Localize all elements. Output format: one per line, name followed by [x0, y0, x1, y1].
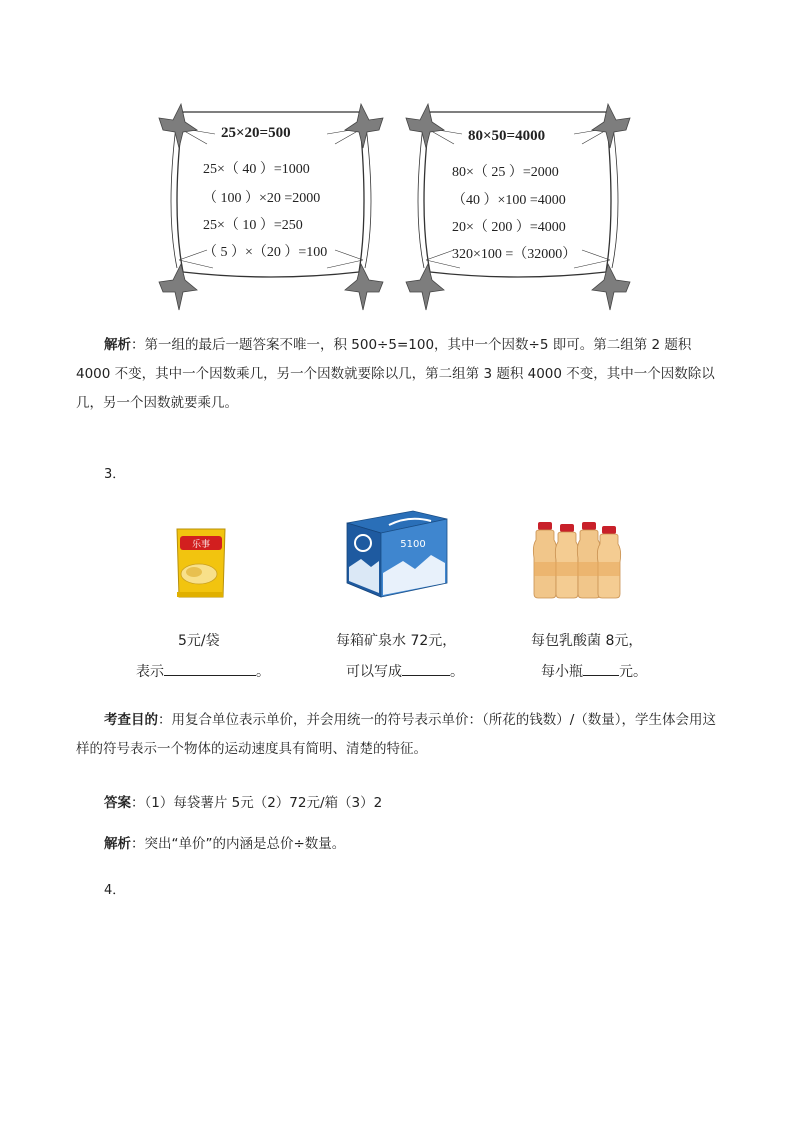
item-3-caption-2-suffix: 元。 [619, 664, 647, 680]
banner-1-title: 25×20=500 [221, 125, 291, 141]
question-3-number: 3． [104, 467, 126, 482]
question-4-number: 4． [104, 883, 126, 898]
banner-1 [155, 100, 387, 315]
svg-text:5100: 5100 [400, 539, 426, 550]
chips-bag-icon [174, 526, 228, 600]
banner-1-line-1: 25×（ 40 ）=1000 [203, 162, 310, 177]
purpose-label: 考查目的 [104, 712, 158, 728]
svg-text:乐事: 乐事 [191, 540, 211, 550]
analysis-text: ：突出“单价”的内涵是总价÷数量。 [131, 836, 346, 852]
banner-1-line-2: （ 100 ）×20 =2000 [203, 191, 321, 206]
item-3-caption-2-prefix: 每小瓶 [541, 664, 583, 680]
answer-paragraph [76, 789, 726, 818]
banner-2-title: 80×50=4000 [468, 128, 546, 144]
item-1-caption-2-prefix: 表示 [136, 664, 164, 680]
banner-2-line-1: 80×（ 25 ）=2000 [452, 165, 559, 180]
analysis-label: 解析 [104, 337, 131, 353]
item-2-answer-blank[interactable] [402, 661, 450, 676]
answer-label: 答案 [104, 795, 131, 811]
analysis-paragraph-2 [76, 830, 726, 859]
purpose-text: ：用复合单位表示单价，并会用统一的符号表示单价：（所花的钱数）/（数量），学生体会用这样的符号表示一个物体的运动速度具有简明、清楚的特征。 [76, 712, 717, 757]
water-box-icon [343, 503, 449, 599]
analysis-paragraph-1 [76, 331, 726, 418]
item-2-caption-2-suffix: 。 [450, 664, 464, 680]
item-1-caption-2-suffix: 。 [256, 664, 270, 680]
answer-text: ：（1）每袋薯片 5元（2）72元/箱（3）2 [131, 795, 383, 811]
item-3-answer-blank[interactable] [583, 661, 619, 676]
banner-1-line-4: （ 5 ）×（20 ）=100 [203, 245, 328, 260]
analysis-label: 解析 [104, 836, 131, 852]
item-1-caption-2 [136, 661, 270, 681]
item-2-caption-2 [346, 661, 464, 681]
banner-1-line-3: 25×（ 10 ）=250 [203, 218, 303, 233]
purpose-paragraph [76, 706, 726, 764]
analysis-text: ：第一组的最后一题答案不唯一，积 500÷5=100，其中一个因数÷5 即可。第二组第 2 题积 4000 不变，其中一个因数乘几，另一个因数就要除以几，第二组第 3 题积 4000 不变，其中一个因数除以几，另一个因数就要乘几。 [76, 337, 715, 411]
item-1-answer-blank[interactable] [164, 661, 256, 676]
banner-2-line-4: 320×100 =（32000） [452, 247, 577, 262]
banner-2-line-3: 20×（ 200 ）=4000 [452, 220, 566, 235]
yogurt-bottles-icon [532, 518, 622, 602]
item-3-caption-2 [541, 661, 647, 681]
item-1-caption-1: 5元/袋 [178, 633, 220, 649]
item-2-caption-2-prefix: 可以写成 [346, 664, 402, 680]
item-2-caption-1: 每箱矿泉水 72元， [336, 633, 457, 649]
banner-2 [402, 100, 634, 315]
banner-2-line-2: （40 ）×100 =4000 [452, 193, 566, 208]
item-3-caption-1: 每包乳酸菌 8元， [531, 633, 643, 649]
